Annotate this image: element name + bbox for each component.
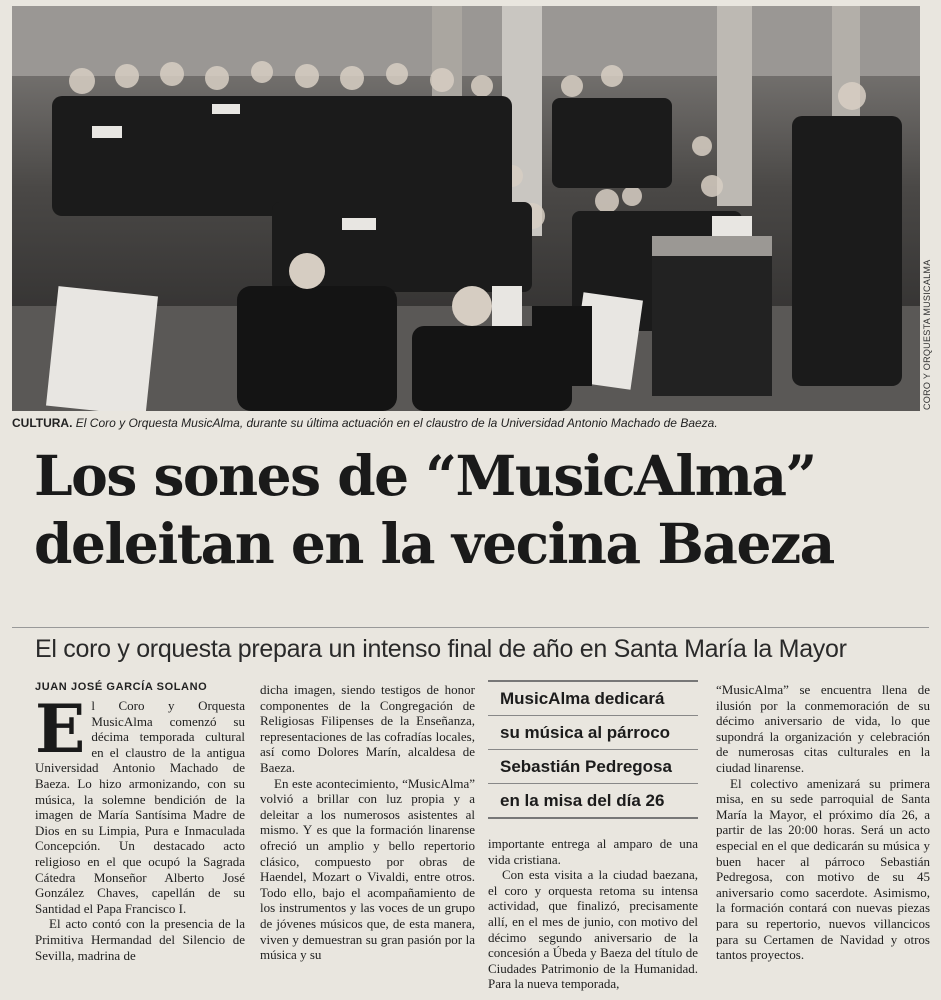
pull-quote-line: MusicAlma dedicará: [488, 682, 698, 716]
headline-line-2: deleitan en la vecina Baeza: [34, 511, 834, 576]
byline: JUAN JOSÉ GARCÍA SOLANO: [35, 681, 208, 693]
paragraph: l Coro y Orquesta MusicAlma comenzó su décima temporada cultural en el claustro de la antigua Universidad Antonio Machado de Baeza. Lo hizo armonizando, con su música, la solemne bendición de la imagen de María Santísima Madre de Dios en su Limpia, Pura e Inmaculada Concepción. Un destacado acto religioso en el que ocupó la Sagrada Cátedra Monseñor Alberto José González Chaves, capellán de su Santidad el Papa Francisco I.: [35, 698, 245, 916]
divider: [12, 627, 929, 628]
headline: [34, 442, 914, 578]
pull-quote-line: Sebastián Pedregosa: [488, 750, 698, 784]
paragraph: dicha imagen, siendo testigos de honor componentes de la Congregación de Religiosas Filipenses de la Enseñanza, representaciones de las cofradías locales, así como Dolores Marín, alcaldesa de Baeza.: [260, 682, 475, 775]
drop-cap: E: [35, 690, 86, 768]
paragraph: El acto contó con la presencia de la Primitiva Hermandad del Silencio de Sevilla, madrina de: [35, 916, 245, 963]
article-column-1: [35, 690, 245, 963]
photo-credit: CORO Y ORQUESTA MUSICALMA: [922, 259, 932, 410]
caption-text: El Coro y Orquesta MusicAlma, durante su última actuación en el claustro de la Universidad Antonio Machado de Baeza.: [75, 416, 718, 430]
pull-quote-line: en la misa del día 26: [488, 784, 698, 819]
paragraph: Con esta visita a la ciudad baezana, el coro y orquesta retoma su intensa actividad, que finalizó, precisamente allí, en el mes de junio, con motivo del décimo segundo aniversario de la concesión a Úbeda y Baeza del título de Ciudades Patrimonio de la Humanidad. Para la nueva temporada,: [488, 867, 698, 992]
pull-quote: [488, 680, 698, 826]
choir-orchestra-image: [12, 6, 920, 411]
headline-line-1: Los sones de “MusicAlma”: [34, 443, 816, 508]
paragraph: importante entrega al amparo de una vida cristiana.: [488, 836, 698, 867]
photo-caption: [12, 415, 917, 431]
caption-label: CULTURA.: [12, 416, 73, 430]
article-column-3: [488, 836, 698, 992]
article-column-2: [260, 682, 475, 963]
paragraph: En este acontecimiento, “MusicAlma” volvió a brillar con luz propia y a deleitar a los numerosos asistentes al mismo. Y es que la formación linarense ofreció un amplio y bello repertorio clásico, compuesto por obras de Haendel, Mozart o Vivaldi, entre otros. Todo ello, bajo el acompañamiento de los instrumentos y las voces de un grupo de jóvenes músicos que, de esta manera, viven y demuestran su gran pasión por la música y su: [260, 775, 475, 963]
paragraph: “MusicAlma” se encuentra llena de ilusión por la conmemoración de su décimo aniversario de vida, lo que supondrá la organización y celebración de numerosas citas culturales en la ciudad linarense.: [716, 682, 930, 775]
paragraph: El colectivo amenizará su primera misa, en su sede parroquial de Santa María la Mayor, el próximo día 26, a partir de las 20:00 horas. Será un acto especial en el que dedicarán su música y buen hacer al párroco Sebastián Pedregosa, con motivo de su 45 aniversario como sacerdote. Asimismo, la formación contará con nuevas piezas para su repertorio, nuevos villancicos para su Certamen de Navidad y otros tantos proyectos.: [716, 775, 930, 963]
concert-photo: [12, 6, 920, 411]
article-column-4: [716, 682, 930, 963]
subheadline: El coro y orquesta prepara un intenso final de año en Santa María la Mayor: [35, 635, 847, 663]
pull-quote-line: su música al párroco: [488, 716, 698, 750]
